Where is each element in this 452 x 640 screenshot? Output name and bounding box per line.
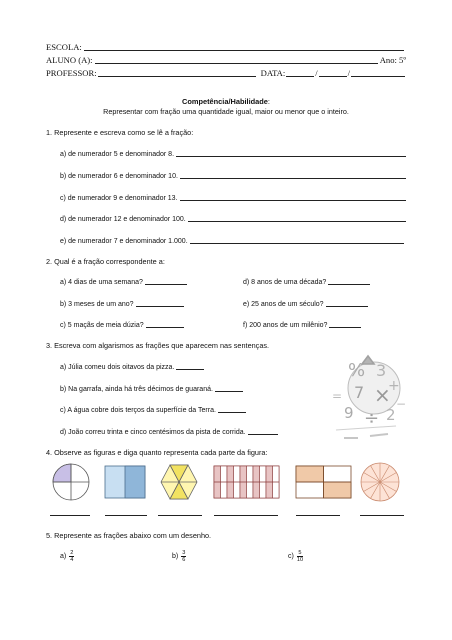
svg-text:×: × (374, 383, 391, 407)
q2-item-a (60, 277, 187, 286)
q1-item-c-text: c) de numerador 9 e denominador 13. (60, 195, 178, 202)
hexagon-fraction-icon (161, 465, 197, 499)
q5-item-c[interactable] (288, 550, 303, 563)
svg-text:=: = (332, 389, 343, 403)
aluno-blank[interactable] (95, 55, 378, 64)
quad-rectangle-fraction-icon (296, 466, 351, 498)
circle-fraction-icon (53, 464, 89, 500)
q1-answer-e[interactable] (190, 236, 404, 244)
q4-title: 4. Observe as figuras e diga quanto representa cada parte da figura: (46, 448, 268, 457)
q3-answer-c[interactable] (218, 405, 246, 413)
svg-text:3: 3 (376, 361, 387, 380)
q5-item-b-label: b) (172, 553, 179, 560)
q3-item-a-text: a) Júlia comeu dois oitavos da pizza. (60, 364, 175, 371)
q2-answer-c[interactable] (146, 320, 184, 328)
q4-answer-4[interactable] (214, 515, 278, 516)
q1-item-a (60, 149, 406, 158)
q1-item-d-text: d) de numerador 12 e denominador 100. (60, 216, 186, 223)
date-day-blank[interactable] (286, 68, 314, 77)
q2-answer-d[interactable] (328, 277, 370, 285)
professor-blank[interactable] (98, 68, 256, 77)
q5-fraction-a-den: 4 (70, 557, 74, 563)
q3-item-b-text: b) Na garrafa, ainda há três décimos de guaraná. (60, 386, 213, 393)
q1-answer-d[interactable] (188, 214, 406, 222)
professor-line (46, 68, 406, 78)
rectangle-fraction-icon (105, 466, 145, 498)
date-year-blank[interactable] (351, 68, 405, 77)
escola-blank[interactable] (84, 42, 404, 51)
q5-title: 5. Represente as frações abaixo com um desenho. (46, 531, 212, 540)
aluno-label: ALUNO (A): (46, 55, 93, 65)
q5-fraction-a (69, 550, 74, 563)
svg-text:−: − (396, 397, 407, 411)
q2-item-d-text: d) 8 anos de uma década? (243, 279, 327, 286)
ano-label: Ano: 5º (379, 55, 406, 65)
q2-item-e (243, 299, 368, 308)
svg-text:+: + (388, 378, 400, 394)
q2-answer-a[interactable] (145, 277, 187, 285)
q2-title: 2. Qual é a fração correspondente a: (46, 257, 165, 266)
q3-item-c (60, 405, 246, 414)
q2-item-e-text: e) 25 anos de um século? (243, 301, 324, 308)
competencia-title-text: Competência/Habilidade (182, 97, 268, 106)
q5-fraction-b-den: 6 (182, 557, 186, 563)
svg-text:9: 9 (344, 404, 354, 422)
q1-item-e-text: e) de numerador 7 e denominador 1.000. (60, 238, 188, 245)
professor-label: PROFESSOR: (46, 68, 97, 78)
q3-title: 3. Escreva com algarismos as frações que aparecem nas sentenças. (46, 341, 270, 350)
q4-answer-2[interactable] (105, 515, 147, 516)
math-symbols-illustration (314, 346, 414, 446)
competencia-title (0, 97, 452, 106)
q2-item-f (243, 320, 361, 329)
q2-item-f-text: f) 200 anos de um milênio? (243, 322, 328, 329)
svg-text:%: % (348, 360, 366, 381)
date-slash-1: / (315, 68, 318, 78)
q5-fraction-c-num: 5 (298, 550, 302, 556)
q1-item-a-text: a) de numerador 5 e denominador 8. (60, 151, 175, 158)
q2-item-d (243, 277, 370, 286)
q3-item-d (60, 427, 278, 436)
q2-answer-e[interactable] (326, 299, 368, 307)
q1-answer-c[interactable] (180, 193, 406, 201)
striped-rectangle-fraction-icon (214, 466, 279, 498)
svg-text:7: 7 (354, 383, 365, 402)
data-label: DATA: (260, 68, 286, 78)
escola-line (46, 42, 406, 52)
q4-answer-6[interactable] (360, 515, 404, 516)
q5-fraction-b (181, 550, 186, 563)
q3-answer-b[interactable] (215, 384, 243, 392)
q1-item-d (60, 214, 406, 223)
q2-item-b-text: b) 3 meses de um ano? (60, 301, 134, 308)
q5-fraction-a-num: 2 (70, 550, 74, 556)
svg-text:2: 2 (386, 406, 396, 424)
q3-item-b (60, 384, 243, 393)
q1-item-b (60, 171, 406, 180)
q1-answer-b[interactable] (180, 171, 406, 179)
aluno-line (46, 55, 406, 65)
q4-answer-5[interactable] (296, 515, 340, 516)
q2-answer-b[interactable] (136, 299, 184, 307)
competencia-subtitle: Representar com fração uma quantidade igual, maior ou menor que o inteiro. (103, 107, 349, 116)
q3-item-d-text: d) João correu trinta e cinco centésimos da pista de corrida. (60, 429, 246, 436)
q5-item-a-label: a) (60, 553, 67, 560)
date-slash-2: / (347, 68, 351, 78)
q1-answer-a[interactable] (176, 149, 406, 157)
q1-item-e (60, 236, 404, 245)
q5-fraction-b-num: 3 (182, 550, 186, 556)
q3-answer-a[interactable] (176, 362, 204, 370)
q5-item-a[interactable] (60, 550, 74, 563)
q3-item-a (60, 362, 204, 371)
q2-item-a-text: a) 4 dias de uma semana? (60, 279, 143, 286)
q5-item-c-label: c) (288, 553, 294, 560)
escola-label: ESCOLA: (46, 42, 82, 52)
pie-fraction-icon (361, 463, 399, 501)
svg-text:÷: ÷ (364, 408, 380, 429)
competencia-colon: : (267, 97, 270, 106)
q3-answer-d[interactable] (248, 427, 278, 435)
q2-item-c-text: c) 5 maçãs de meia dúzia? (60, 322, 144, 329)
q1-item-c (60, 193, 406, 202)
q4-answer-1[interactable] (50, 515, 90, 516)
q2-item-c (60, 320, 184, 329)
q1-item-b-text: b) de numerador 6 e denominador 10. (60, 173, 178, 180)
q5-item-b[interactable] (172, 550, 186, 563)
q4-figures (0, 460, 452, 520)
date-month-blank[interactable] (319, 68, 347, 77)
q3-item-c-text: c) A água cobre dois terços da superfície da Terra. (60, 407, 216, 414)
q4-answer-3[interactable] (158, 515, 202, 516)
q2-item-b (60, 299, 184, 308)
q5-fraction-c (297, 550, 303, 563)
q5-fraction-c-den: 10 (296, 557, 304, 563)
q1-title: 1. Represente e escreva como se lê a fração: (46, 128, 194, 137)
q2-answer-f[interactable] (329, 320, 361, 328)
